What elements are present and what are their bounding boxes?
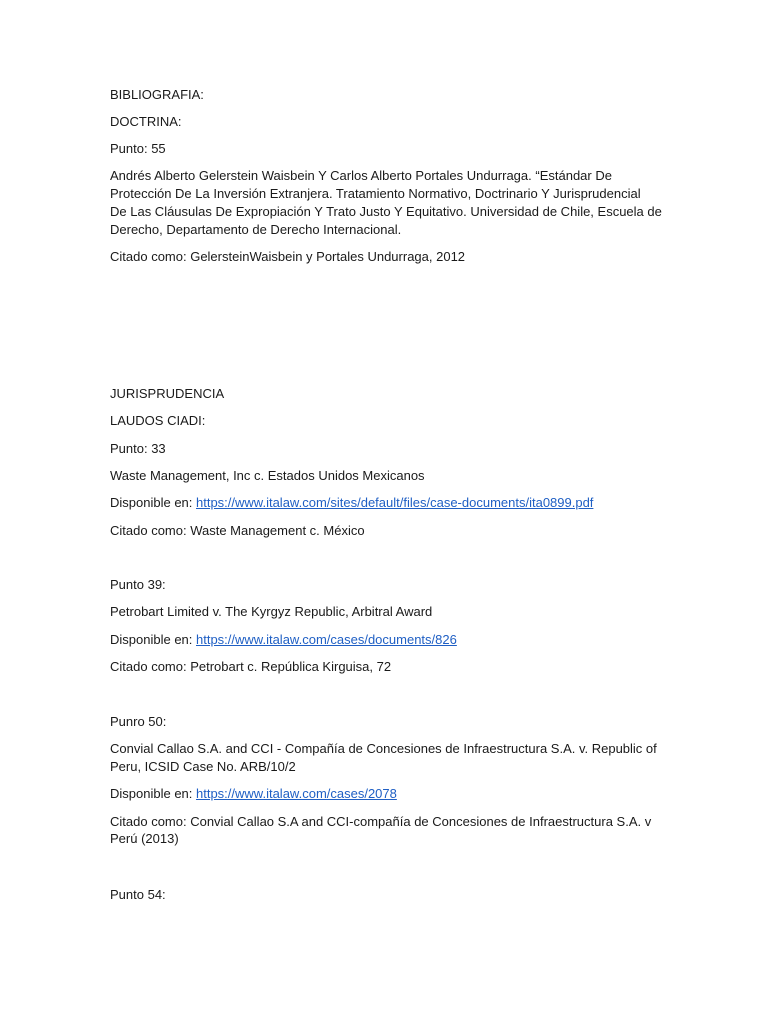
reference-line: Protección De La Inversión Extranjera. Tratamiento Normativo, Doctrinario Y Jurisprudencial	[110, 186, 641, 201]
case-title: Convial Callao S.A. and CCI - Compañía de Concesiones de Infraestructura S.A. v. Republic of	[110, 741, 657, 756]
bibliografia-heading: BIBLIOGRAFIA:	[110, 87, 204, 102]
case-disponible	[110, 631, 650, 649]
doctrina-citado: Citado como: GelersteinWaisbein y Portales Undurraga, 2012	[110, 249, 466, 264]
case-punto: Punto: 33	[110, 441, 166, 456]
disponible-label: Disponible en:	[110, 632, 196, 647]
reference-line: De Las Cláusulas De Expropiación Y Trato Justo Y Equitativo. Universidad de Chile, Escuela de	[110, 204, 662, 219]
case-citado: Citado como: Petrobart c. República Kirguisa, 72	[110, 659, 392, 674]
reference-line: Andrés Alberto Gelerstein Waisbein Y Carlos Alberto Portales Undurraga. “Estándar De	[110, 168, 612, 183]
case-disponible	[110, 494, 650, 512]
case-url-link[interactable]: https://www.italaw.com/cases/documents/826	[196, 632, 457, 647]
case-disponible	[110, 785, 650, 803]
case-title: Waste Management, Inc c. Estados Unidos Mexicanos	[110, 468, 425, 483]
case-punto: Punro 50:	[110, 714, 167, 729]
case-title: Petrobart Limited v. The Kyrgyz Republic, Arbitral Award	[110, 604, 433, 619]
case-url-link[interactable]: https://www.italaw.com/sites/default/files/case-documents/ita0899.pdf	[196, 495, 594, 510]
case-citado: Citado como: Waste Management c. México	[110, 523, 365, 538]
laudos-heading: LAUDOS CIADI:	[110, 413, 206, 428]
jurisprudencia-heading: JURISPRUDENCIA	[110, 386, 225, 401]
reference-line: Derecho, Departamento de Derecho Internacional.	[110, 222, 402, 237]
last-punto: Punto 54:	[110, 887, 166, 902]
case-title: Peru, ICSID Case No. ARB/10/2	[110, 759, 296, 774]
disponible-label: Disponible en:	[110, 495, 196, 510]
case-punto: Punto 39:	[110, 577, 166, 592]
doctrina-heading: DOCTRINA:	[110, 114, 182, 129]
case-citado: Perú (2013)	[110, 831, 179, 846]
doctrina-punto: Punto: 55	[110, 141, 166, 156]
case-citado: Citado como: Convial Callao S.A and CCI-compañía de Concesiones de Infraestructura S.A. v	[110, 814, 652, 829]
case-url-link[interactable]: https://www.italaw.com/cases/2078	[196, 786, 397, 801]
disponible-label: Disponible en:	[110, 786, 196, 801]
